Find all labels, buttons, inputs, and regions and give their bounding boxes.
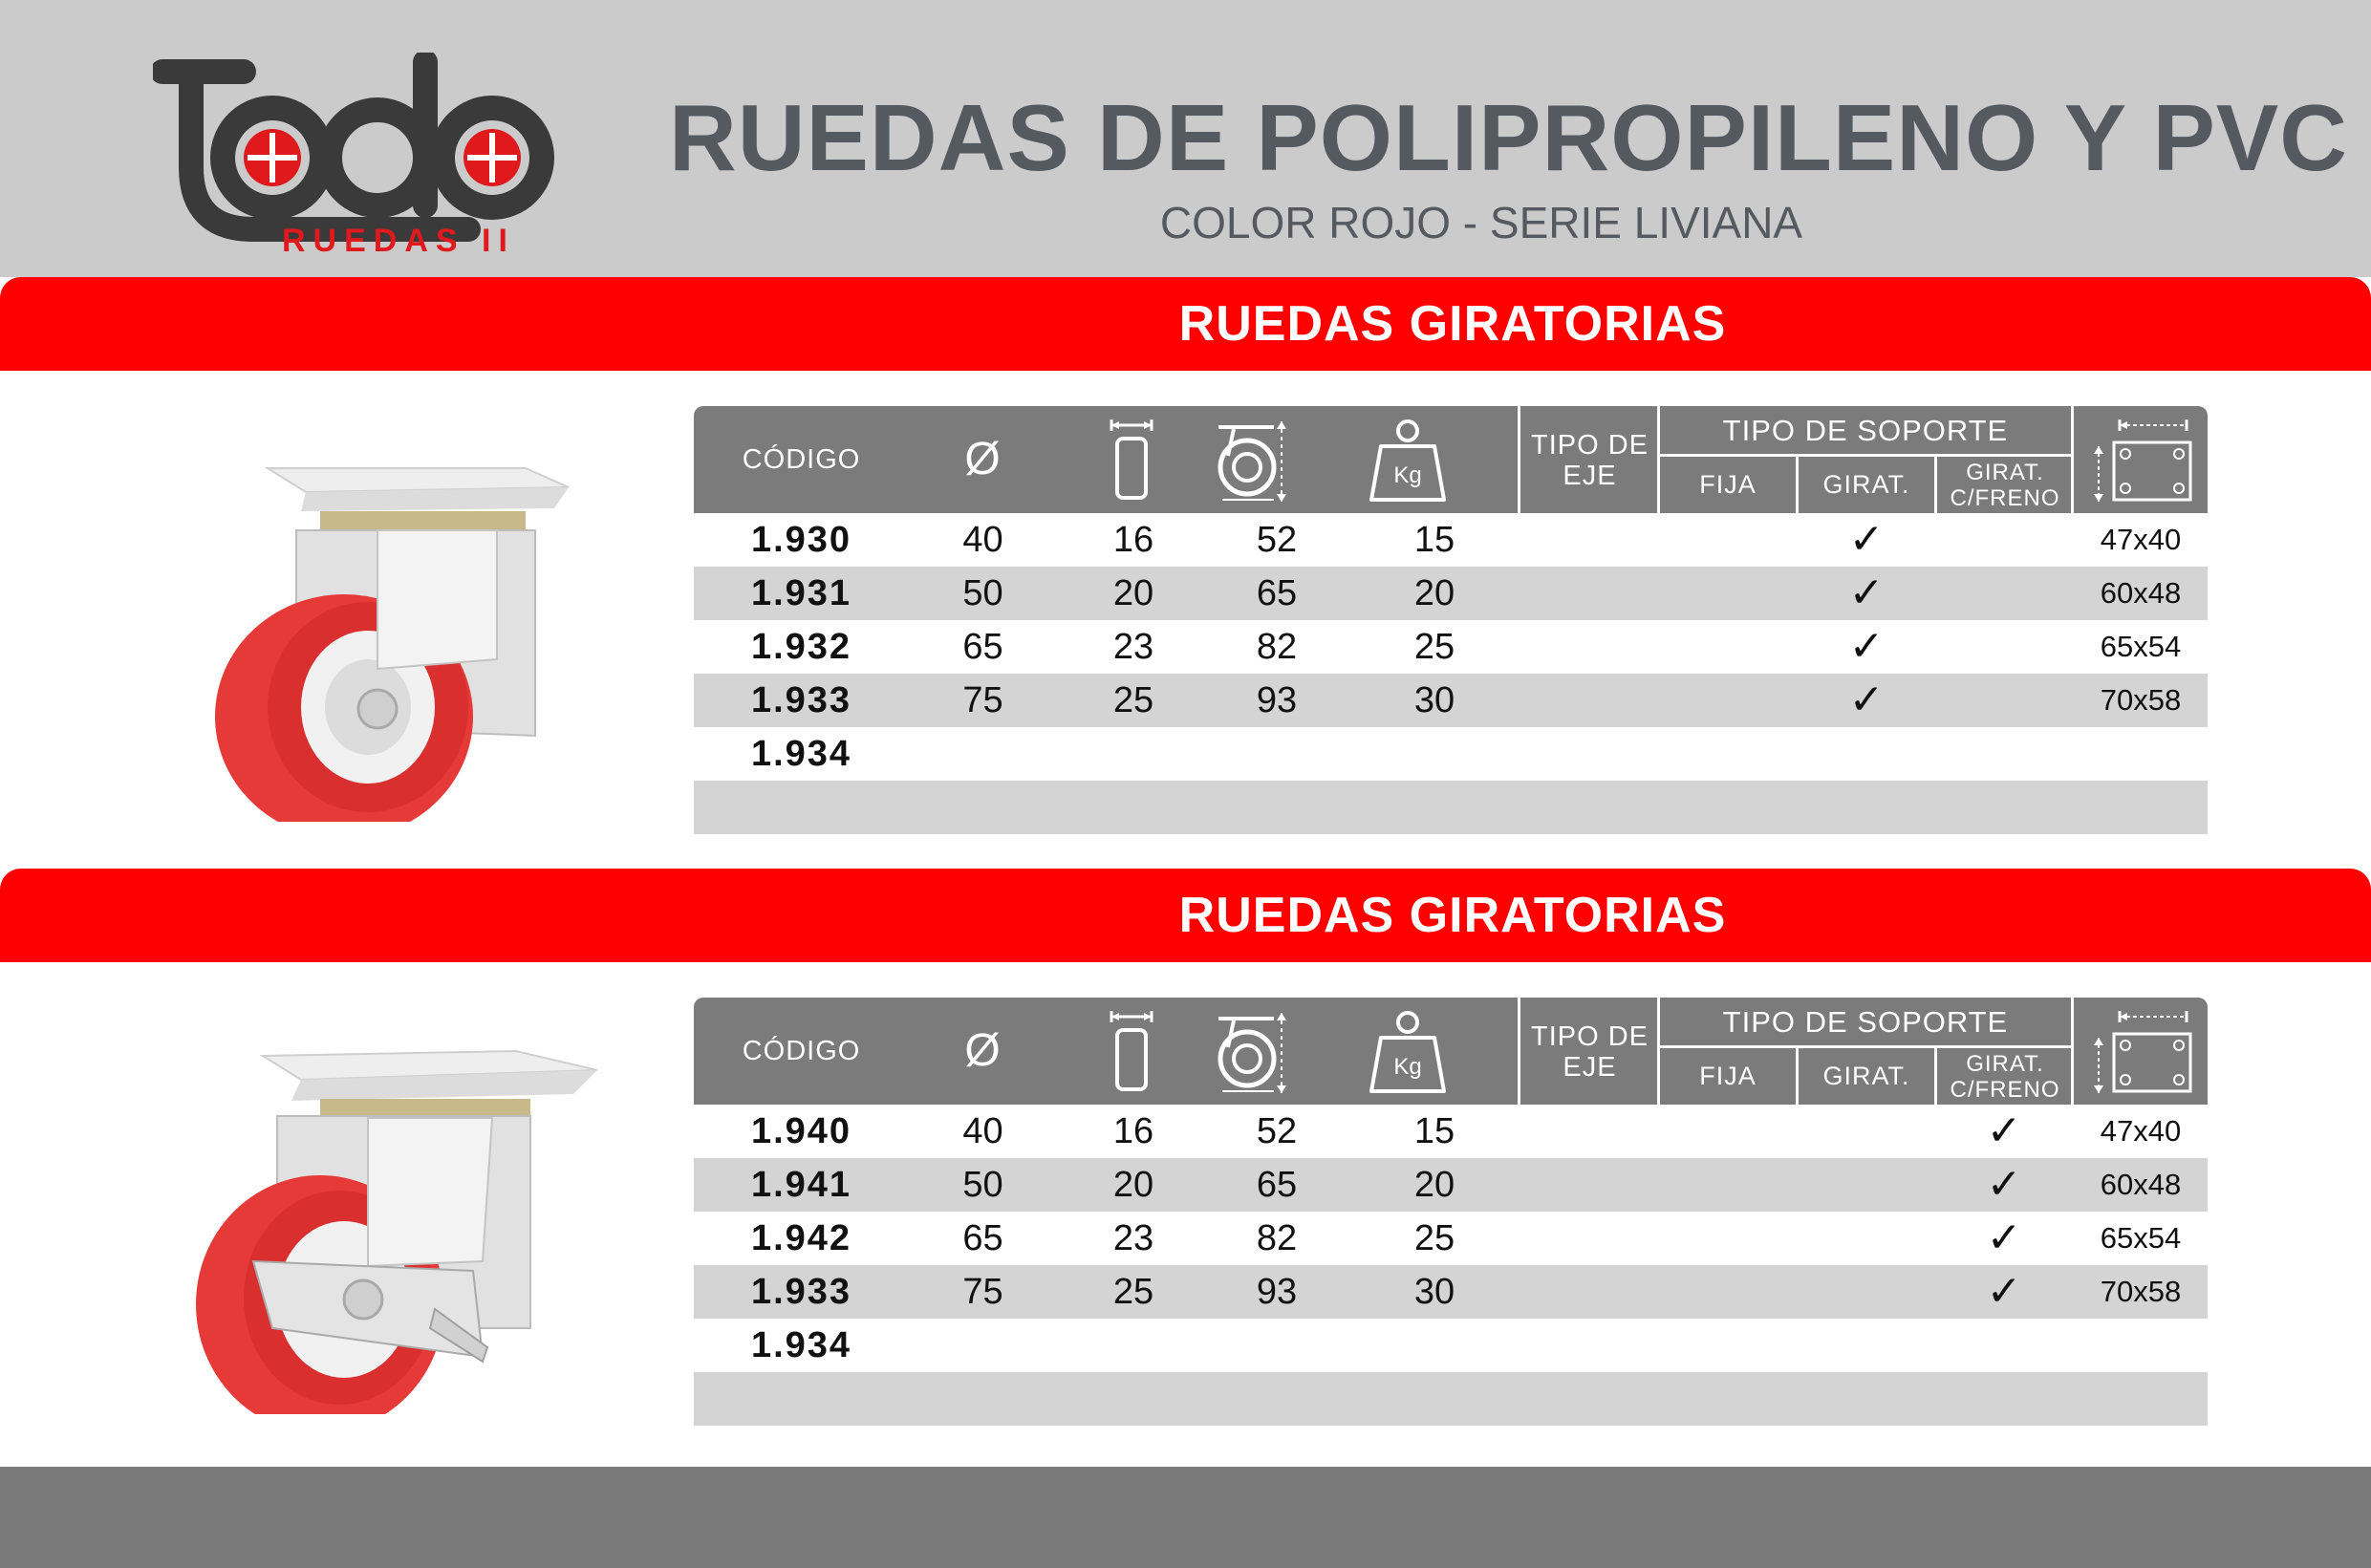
col-tipo-soporte: TIPO DE SOPORTE — [1722, 414, 2009, 447]
total-height-icon — [1215, 418, 1291, 505]
cell-code: 1.934 — [750, 734, 852, 774]
cell-fija — [1660, 1265, 1796, 1319]
divider — [2071, 998, 2074, 1105]
cell-diameter: 40 — [962, 1111, 1003, 1151]
cell-girat-freno: ✓ — [1986, 1268, 2022, 1315]
cell-width: 25 — [1112, 1272, 1154, 1312]
cell-fija — [1660, 620, 1796, 674]
cell-load: 15 — [1413, 520, 1455, 560]
cell-girat: ✓ — [1848, 569, 1885, 616]
cell-width: 23 — [1112, 627, 1154, 667]
cell-girat-freno: ✓ — [1986, 1107, 2022, 1154]
cell-width: 20 — [1112, 1165, 1154, 1205]
cell-fija — [1660, 1105, 1796, 1158]
col-fija: FIJA — [1699, 1062, 1757, 1090]
cell-diameter: 75 — [962, 1272, 1003, 1312]
col-tipo-eje: TIPO DE EJE — [1530, 1021, 1649, 1083]
table-row — [694, 513, 2208, 567]
col-fija: FIJA — [1699, 470, 1757, 499]
cell-height: 65 — [1256, 573, 1298, 613]
col-codigo: CÓDIGO — [742, 444, 861, 475]
cell-width: 25 — [1112, 680, 1154, 720]
cell-diameter: 65 — [962, 627, 1003, 667]
cell-width: 23 — [1112, 1218, 1154, 1258]
cell-diameter: 75 — [962, 680, 1003, 720]
section-band-1 — [0, 277, 2371, 371]
section-title: RUEDAS GIRATORIAS — [1178, 296, 1727, 352]
cell-eje — [1520, 620, 1659, 674]
cell-code: 1.931 — [750, 573, 852, 613]
cell-eje — [1520, 1105, 1659, 1158]
section-band-2 — [0, 869, 2371, 962]
col-diameter: Ø — [964, 434, 1002, 484]
cell-code — [694, 781, 909, 834]
cell-load: 20 — [1413, 1165, 1455, 1205]
cell-code: 1.933 — [750, 680, 852, 720]
cell-fija — [1660, 1212, 1796, 1265]
cell-girat-freno: ✓ — [1986, 1214, 2022, 1261]
cell-height: 82 — [1256, 627, 1298, 667]
swivel-caster-brake-image — [196, 1042, 597, 1414]
cell-girat — [1799, 1212, 1934, 1265]
cell-diameter: 50 — [962, 1165, 1003, 1205]
cell-fija — [1660, 513, 1796, 567]
cell-width: 16 — [1112, 520, 1154, 560]
cell-girat: ✓ — [1848, 516, 1885, 563]
tread-width-icon — [1098, 418, 1165, 504]
kg-label: Kg — [1393, 1054, 1422, 1080]
cell-code: 1.940 — [750, 1111, 852, 1151]
cell-plate: 70x58 — [2100, 1275, 2182, 1308]
table-row — [694, 1372, 2208, 1426]
divider — [1934, 454, 1937, 513]
plate-dimensions-icon — [2091, 1011, 2196, 1095]
divider — [1934, 1045, 1937, 1105]
cell-height: 65 — [1256, 1165, 1298, 1205]
cell-code: 1.932 — [750, 627, 852, 667]
cell-girat: ✓ — [1848, 623, 1885, 670]
table-row — [694, 727, 2208, 781]
cell-load: 25 — [1413, 627, 1455, 667]
divider — [2071, 406, 2074, 513]
table-row — [694, 1212, 2208, 1265]
tread-width-icon — [1098, 1009, 1165, 1095]
cell-height: 93 — [1256, 1272, 1298, 1312]
kg-label: Kg — [1393, 462, 1422, 488]
cell-plate: 65x54 — [2100, 1221, 2182, 1255]
page-title: RUEDAS DE POLIPROPILENO Y PVC — [669, 85, 2349, 190]
cell-load: 30 — [1413, 680, 1455, 720]
cell-girat — [1799, 1105, 1934, 1158]
section-title: RUEDAS GIRATORIAS — [1178, 888, 1727, 943]
col-girat-freno: GIRAT. C/FRENO — [1950, 460, 2060, 511]
col-girat-freno: GIRAT. C/FRENO — [1950, 1051, 2060, 1103]
cell-height: 52 — [1256, 520, 1298, 560]
table-row — [694, 1105, 2208, 1158]
cell-load: 15 — [1413, 1111, 1455, 1151]
page-subtitle: COLOR ROJO - SERIE LIVIANA — [1159, 198, 1803, 247]
cell-diameter: 50 — [962, 573, 1003, 613]
cell-fija — [1660, 674, 1796, 727]
cell-load: 30 — [1413, 1272, 1455, 1312]
cell-load: 20 — [1413, 573, 1455, 613]
cell-girat-freno — [1937, 674, 2071, 727]
cell-height: 52 — [1256, 1111, 1298, 1151]
table-header — [694, 998, 2208, 1105]
swivel-caster-image — [210, 449, 573, 822]
col-diameter: Ø — [964, 1025, 1002, 1076]
cell-eje — [1520, 567, 1659, 620]
cell-plate: 70x58 — [2100, 683, 2182, 717]
cell-eje — [1520, 513, 1659, 567]
cell-girat-freno: ✓ — [1986, 1161, 2022, 1208]
cell-eje — [1520, 1158, 1659, 1212]
cell-girat — [1799, 1158, 1934, 1212]
plate-dimensions-icon — [2091, 419, 2196, 504]
cell-girat-freno — [1937, 567, 2071, 620]
spec-table-2 — [694, 998, 2208, 1430]
table-row — [694, 567, 2208, 620]
cell-plate: 47x40 — [2100, 1114, 2182, 1148]
col-codigo: CÓDIGO — [742, 1036, 861, 1066]
cell-code: 1.930 — [750, 520, 852, 560]
table-header — [694, 406, 2208, 513]
load-weight-icon — [1368, 1009, 1448, 1095]
table-row — [694, 1265, 2208, 1319]
table-row — [694, 1319, 2208, 1372]
page-header — [0, 0, 2371, 277]
cell-girat — [1799, 1265, 1934, 1319]
cell-eje — [1520, 1212, 1659, 1265]
spec-table-1 — [694, 406, 2208, 839]
cell-code: 1.942 — [750, 1218, 852, 1258]
cell-girat: ✓ — [1848, 677, 1885, 723]
cell-diameter: 40 — [962, 520, 1003, 560]
col-girat: GIRAT. — [1822, 470, 1910, 499]
table-row — [694, 620, 2208, 674]
cell-load: 25 — [1413, 1218, 1455, 1258]
cell-eje — [1520, 1265, 1659, 1319]
cell-code: 1.933 — [750, 1272, 852, 1312]
cell-plate: 60x48 — [2100, 576, 2182, 610]
cell-diameter: 65 — [962, 1218, 1003, 1258]
cell-girat-freno — [1937, 513, 2071, 567]
cell-code: 1.941 — [750, 1165, 852, 1205]
total-height-icon — [1215, 1009, 1291, 1097]
cell-plate: 65x54 — [2100, 630, 2182, 663]
cell-plate: 47x40 — [2100, 523, 2182, 556]
table-row — [694, 781, 2208, 834]
table-row — [694, 674, 2208, 727]
cell-plate: 60x48 — [2100, 1168, 2182, 1201]
todo-ruedas-logo — [153, 53, 564, 258]
cell-fija — [1660, 567, 1796, 620]
cell-fija — [1660, 1158, 1796, 1212]
cell-height: 93 — [1256, 680, 1298, 720]
table-row — [694, 1158, 2208, 1212]
cell-height: 82 — [1256, 1218, 1298, 1258]
page-footer — [0, 1467, 2371, 1568]
cell-code — [694, 1372, 909, 1426]
col-tipo-eje: TIPO DE EJE — [1530, 430, 1649, 491]
cell-width: 20 — [1112, 573, 1154, 613]
load-weight-icon — [1368, 418, 1448, 504]
col-tipo-soporte: TIPO DE SOPORTE — [1722, 1005, 2009, 1039]
col-girat: GIRAT. — [1822, 1062, 1910, 1090]
cell-code: 1.934 — [750, 1325, 852, 1365]
cell-width: 16 — [1112, 1111, 1154, 1151]
cell-eje — [1520, 674, 1659, 727]
logo-subtext: RUEDAS II — [282, 223, 515, 258]
cell-girat-freno — [1937, 620, 2071, 674]
